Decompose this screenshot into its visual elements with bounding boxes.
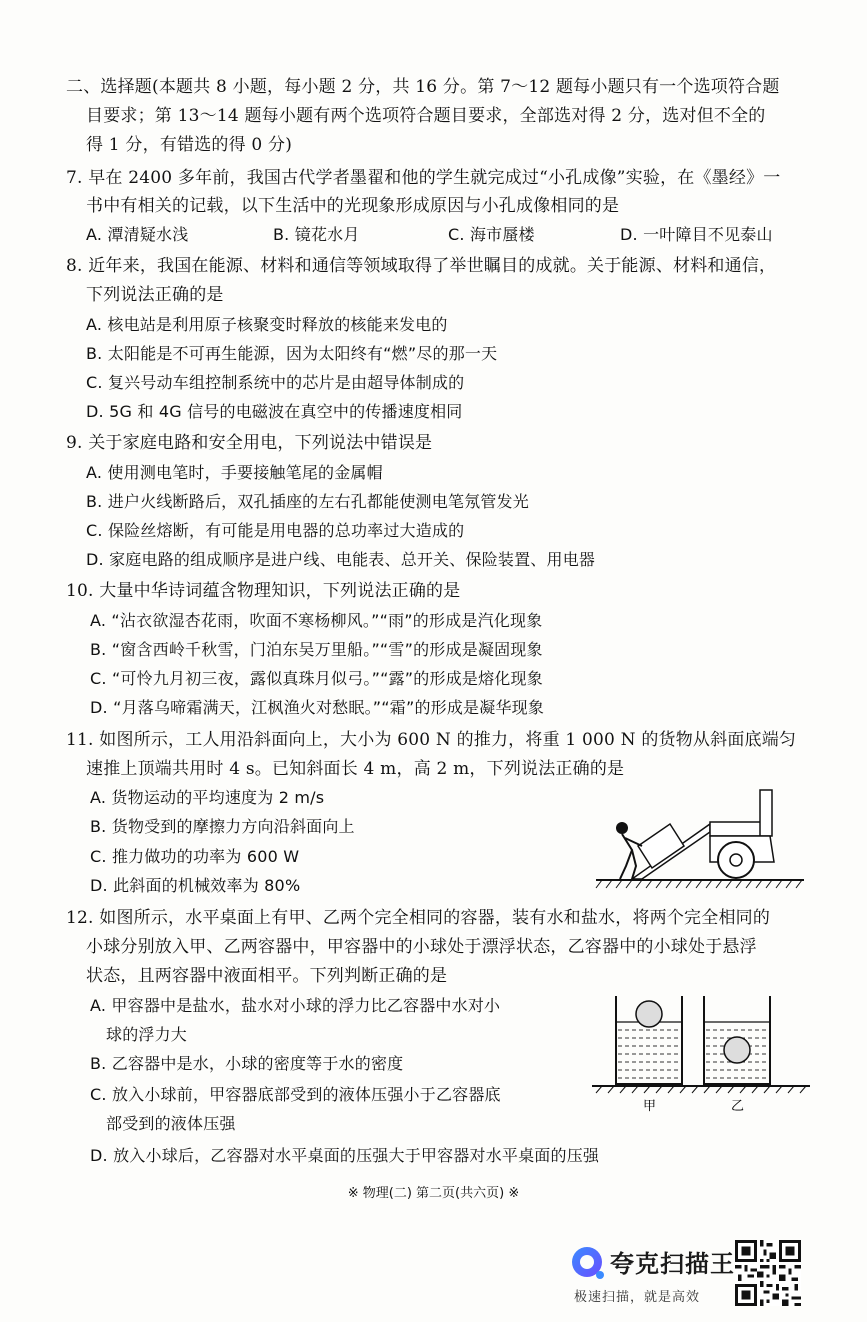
q8-option-b: B. 太阳能是不可再生能源，因为太阳终有“燃”尽的那一天 bbox=[86, 344, 498, 363]
q10-option-d: D. “月落乌啼霜满天，江枫渔火对愁眠。”“霜”的形成是凝华现象 bbox=[90, 698, 545, 717]
q9-stem: 9. 关于家庭电路和安全用电，下列说法中错误是 bbox=[66, 433, 433, 453]
label-jia: 甲 bbox=[643, 1099, 657, 1114]
q8-option-c: C. 复兴号动车组控制系统中的芯片是由超导体制成的 bbox=[86, 373, 465, 392]
q12-option-b: B. 乙容器中是水，小球的密度等于水的密度 bbox=[90, 1054, 404, 1073]
q12-containers-figure bbox=[588, 990, 814, 1118]
q8-stem-line-2: 下列说法正确的是 bbox=[86, 285, 224, 305]
q12-stem-line-3: 状态，且两容器中液面相平。下列判断正确的是 bbox=[86, 966, 448, 986]
q10-option-b: B. “窗含西岭千秋雪，门泊东吴万里船。”“雪”的形成是凝固现象 bbox=[90, 640, 543, 659]
q10-option-a: A. “沾衣欲湿杏花雨，吹面不寒杨柳风。”“雨”的形成是汽化现象 bbox=[90, 611, 543, 630]
q11-stem-line-1: 11. 如图所示，工人用沿斜面向上，大小为 600 N 的推力，将重 1 000 N 的货物从斜面底端匀 bbox=[66, 730, 797, 750]
container-jia bbox=[616, 996, 682, 1084]
q11-incline-figure bbox=[592, 780, 808, 892]
section-header-line-3: 得 1 分，有错选的得 0 分) bbox=[86, 135, 293, 155]
watermark-slogan: 极速扫描，就是高效 bbox=[574, 1290, 701, 1305]
scanner-watermark bbox=[570, 1238, 867, 1318]
q9-option-d: D. 家庭电路的组成顺序是进户线、电能表、总开关、保险装置、用电器 bbox=[86, 550, 596, 569]
q12-stem-line-1: 12. 如图所示，水平桌面上有甲、乙两个完全相同的容器，装有水和盐水，将两个完全相同的 bbox=[66, 908, 771, 928]
q8-stem-line-1: 8. 近年来，我国在能源、材料和通信等领域取得了举世瞩目的成就。关于能源、材料和通信， bbox=[66, 256, 777, 276]
q12-option-d: D. 放入小球后，乙容器对水平桌面的压强大于甲容器对水平桌面的压强 bbox=[90, 1146, 600, 1165]
q7-stem-line-1: 7. 早在 2400 多年前，我国古代学者墨翟和他的学生就完成过“小孔成像”实验，在《墨经》一 bbox=[66, 168, 781, 188]
q11-option-a: A. 货物运动的平均速度为 2 m/s bbox=[90, 788, 325, 807]
watermark-name: 夸克扫描王 bbox=[610, 1250, 735, 1278]
q11-option-d: D. 此斜面的机械效率为 80% bbox=[90, 876, 301, 895]
q7-stem-line-2: 书中有相关的记载，以下生活中的光现象形成原因与小孔成像相同的是 bbox=[86, 196, 620, 216]
q10-stem: 10. 大量中华诗词蕴含物理知识，下列说法正确的是 bbox=[66, 581, 461, 601]
q9-option-b: B. 进户火线断路后，双孔插座的左右孔都能使测电笔氖管发光 bbox=[86, 492, 529, 511]
q7-option-b: B. 镜花水月 bbox=[273, 225, 360, 244]
q9-option-c: C. 保险丝熔断，有可能是用电器的总功率过大造成的 bbox=[86, 521, 465, 540]
q12-option-a-line-1: A. 甲容器中是盐水，盐水对小球的浮力比乙容器中水对小 bbox=[90, 996, 501, 1015]
label-yi: 乙 bbox=[731, 1099, 745, 1114]
container-yi bbox=[704, 996, 770, 1084]
section-header-line-2: 目要求；第 13～14 题每小题有两个选项符合题目要求，全部选对得 2 分，选对但不全的 bbox=[86, 106, 766, 126]
qr-code-icon bbox=[735, 1240, 801, 1306]
q11-stem-line-2: 速推上顶端共用时 4 s。已知斜面长 4 m，高 2 m，下列说法正确的是 bbox=[86, 759, 625, 779]
section-header-line-1: 二、选择题(本题共 8 小题，每小题 2 分，共 16 分。第 7～12 题每小题只有一个选项符合题 bbox=[66, 77, 780, 97]
q11-option-b: B. 货物受到的摩擦力方向沿斜面向上 bbox=[90, 817, 355, 836]
q11-option-c: C. 推力做功的功率为 600 W bbox=[90, 847, 300, 866]
quark-logo-icon bbox=[570, 1244, 606, 1280]
q9-option-a: A. 使用测电笔时，手要接触笔尾的金属帽 bbox=[86, 463, 383, 482]
q12-option-c-line-1: C. 放入小球前，甲容器底部受到的液体压强小于乙容器底 bbox=[90, 1085, 501, 1104]
q8-option-d: D. 5G 和 4G 信号的电磁波在真空中的传播速度相同 bbox=[86, 402, 463, 421]
q8-option-a: A. 核电站是利用原子核聚变时释放的核能来发电的 bbox=[86, 315, 448, 334]
q12-stem-line-2: 小球分别放入甲、乙两容器中，甲容器中的小球处于漂浮状态，乙容器中的小球处于悬浮 bbox=[86, 937, 757, 957]
q7-option-a: A. 潭清疑水浅 bbox=[86, 225, 189, 244]
q7-option-d: D. 一叶障目不见泰山 bbox=[620, 225, 773, 244]
page-footer: ※ 物理(二) 第二页(共六页) ※ bbox=[347, 1186, 520, 1201]
q7-option-c: C. 海市蜃楼 bbox=[448, 225, 535, 244]
q12-option-a-line-2: 球的浮力大 bbox=[106, 1025, 188, 1044]
q12-option-c-line-2: 部受到的液体压强 bbox=[106, 1114, 236, 1133]
q10-option-c: C. “可怜九月初三夜，露似真珠月似弓。”“露”的形成是熔化现象 bbox=[90, 669, 543, 688]
